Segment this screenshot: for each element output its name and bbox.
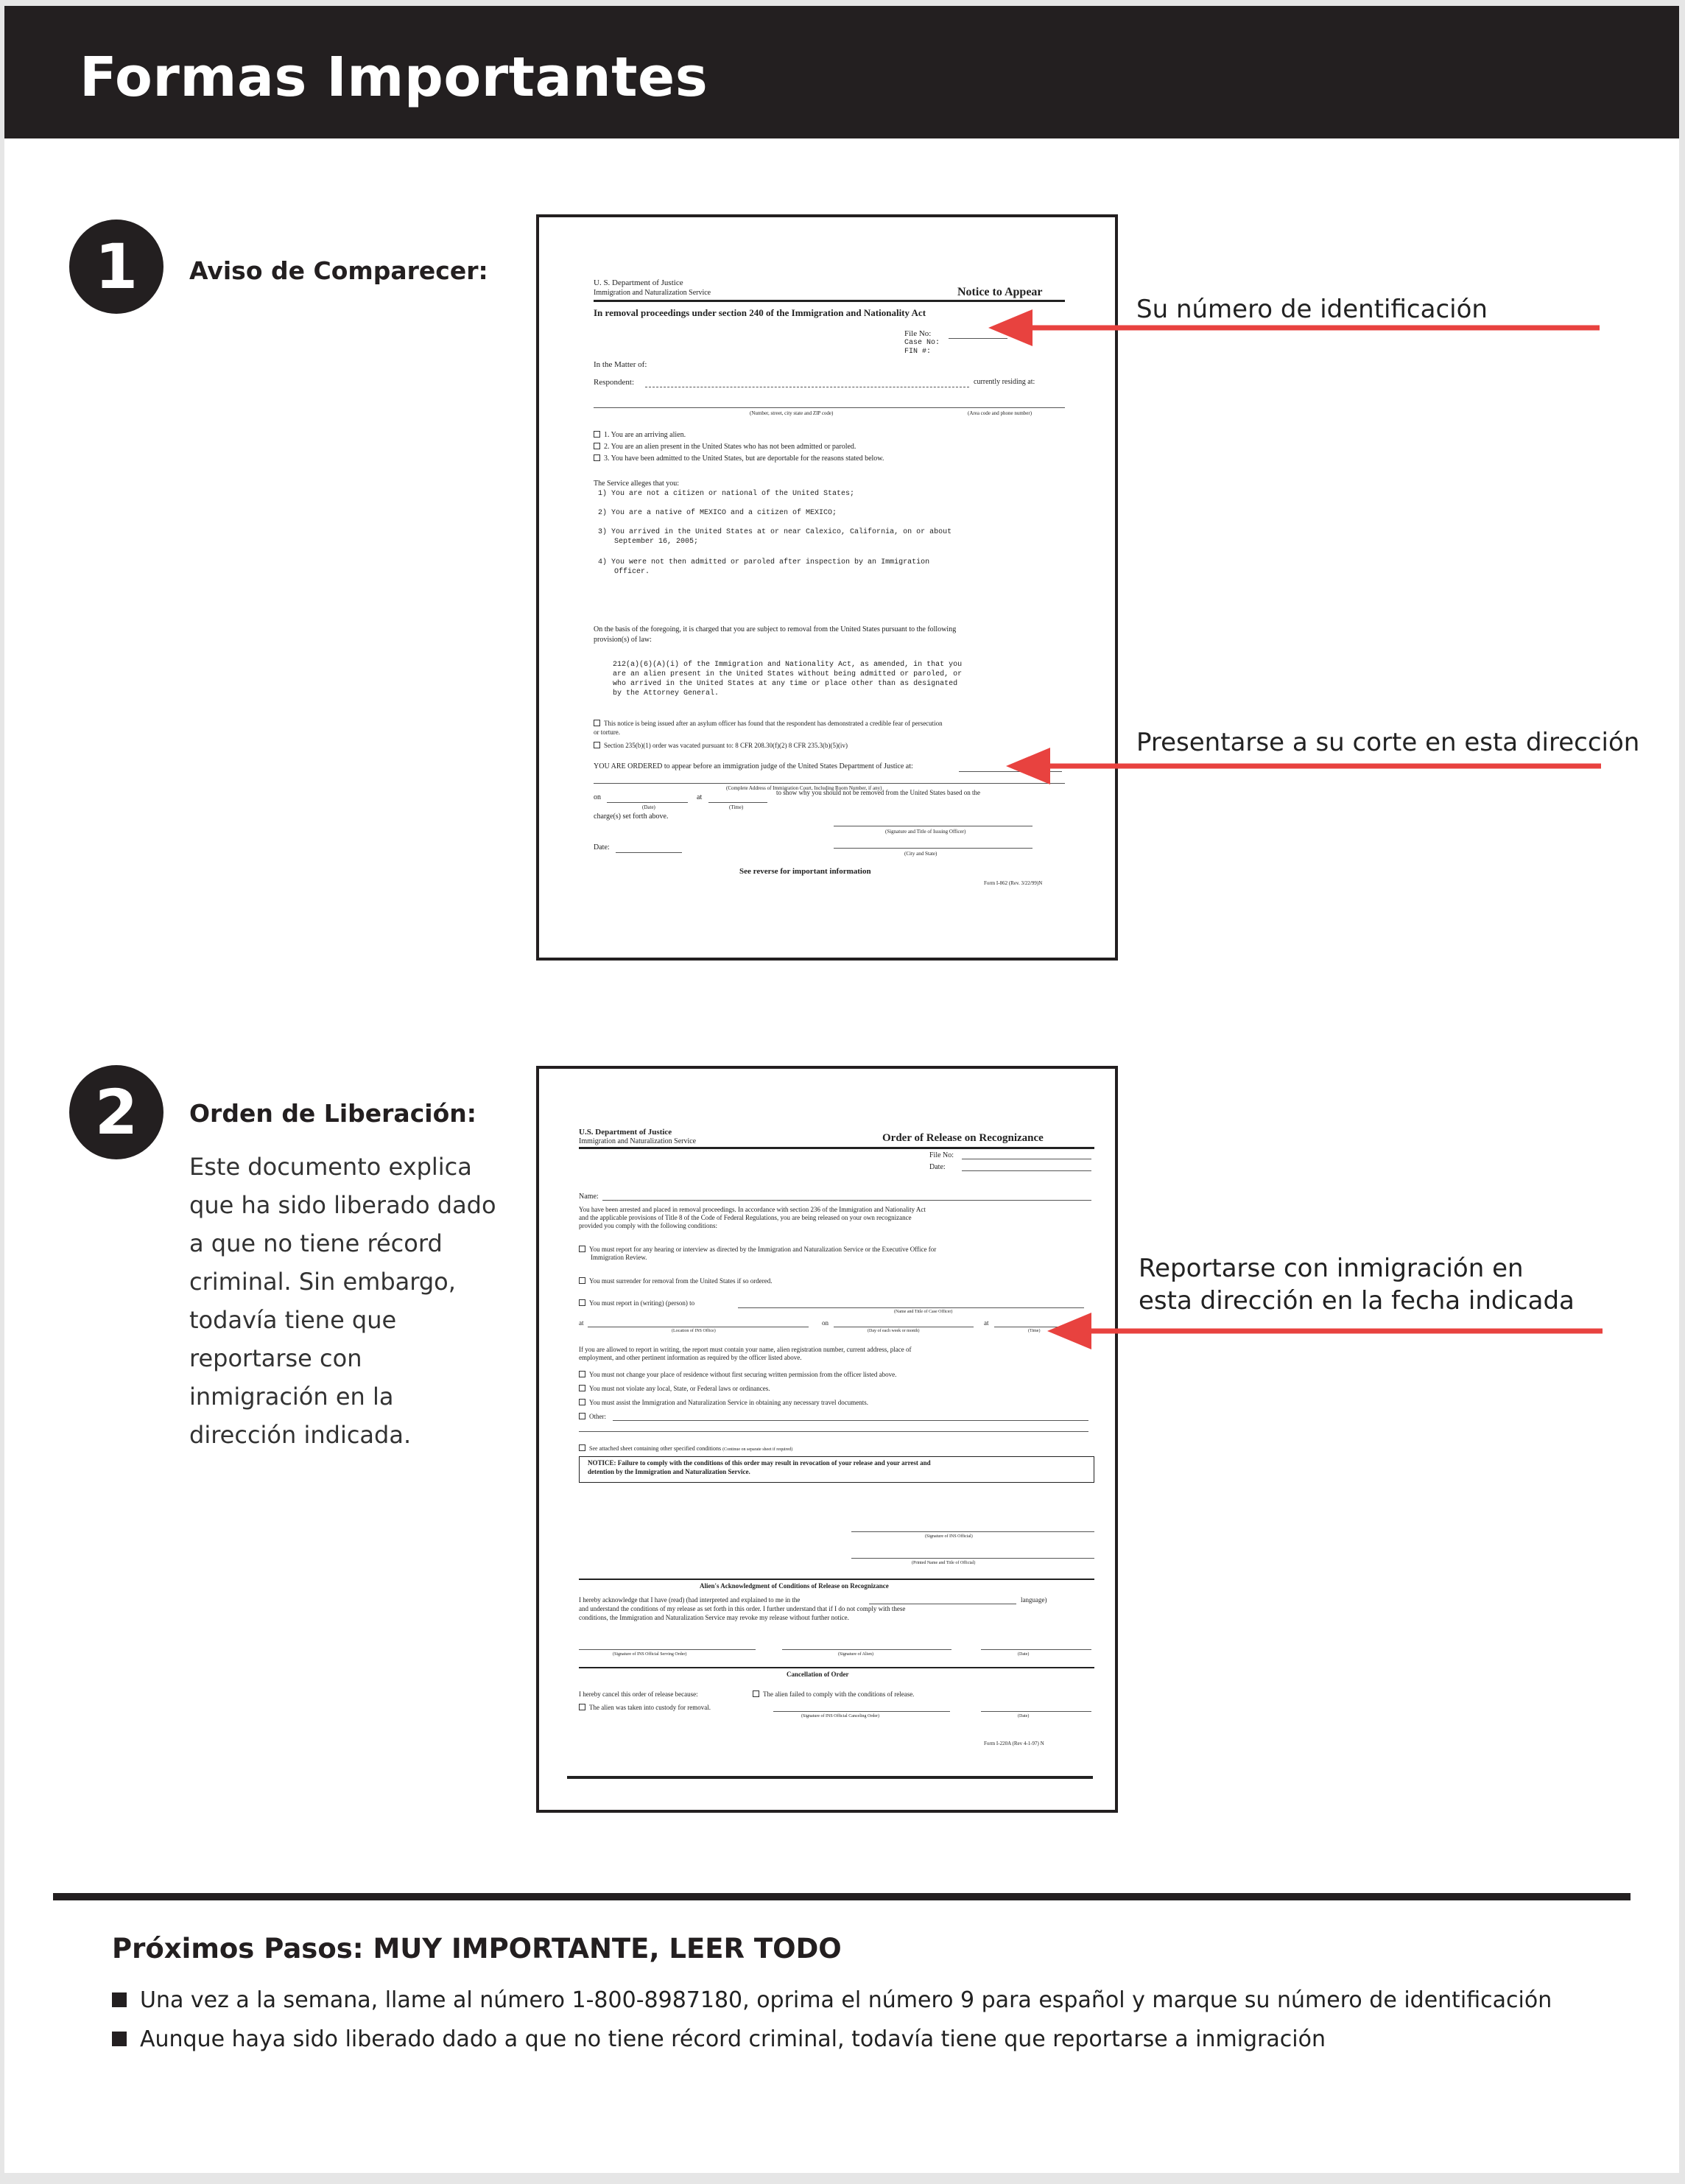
allegation-4b: Officer.	[614, 568, 650, 576]
check-1: 1. You are an arriving alien.	[594, 431, 686, 439]
basis-b: provision(s) of law:	[594, 636, 652, 644]
form-proceedings: In removal proceedings under section 240 of the Immigration and Nationality Act	[594, 307, 926, 318]
charge-c: who arrived in the United States at any time or place other than as designated	[613, 680, 958, 688]
allegation-4a: 4) You were not then admitted or paroled after inspection by an Immigration	[598, 558, 930, 566]
form2-agency-sub: Immigration and Naturalization Service	[579, 1137, 697, 1145]
arrow-court-head	[1006, 748, 1050, 784]
bullet-square-icon	[112, 1992, 127, 2007]
day-caption: (Day of each week or month)	[868, 1329, 920, 1333]
cond-4: You must not change your place of residence without first securing written permission from the officer listed above.	[579, 1371, 896, 1378]
case-no-label: Case No:	[904, 339, 940, 347]
cancel-a: I hereby cancel this order of release because:	[579, 1690, 698, 1698]
check-2: 2. You are an alien present in the United States who has not been admitted or paroled.	[594, 443, 856, 451]
bullet-square-icon	[112, 2032, 127, 2046]
cond-2: You must surrender for removal from the United States if so ordered.	[579, 1277, 773, 1285]
at-label: at	[697, 793, 703, 801]
annotation-report-address: Reportarse con inmigración en esta dirección en la fecha indicada	[1139, 1254, 1575, 1316]
basis-a: On the basis of the foregoing, it is charged that you are subject to removal from the United States pursuant to the following	[594, 625, 957, 633]
cond-1a: You must report for any hearing or interview as directed by the Immigration and Naturalization Service or the Executive Office for	[579, 1246, 936, 1253]
sig-serving: (Signature of INS Official Serving Order)	[613, 1652, 687, 1657]
page-title: Formas Importantes	[80, 46, 708, 109]
cond-6: You must assist the Immigration and Naturalization Service in obtaining any necessary travel documents.	[579, 1399, 868, 1406]
city-caption: (City and State)	[904, 851, 938, 857]
ack-title: Alien's Acknowledgment of Conditions of Release on Recognizance	[700, 1582, 889, 1590]
form2-date-caption: (Date)	[1018, 1652, 1030, 1657]
cancel-title: Cancellation of Order	[787, 1671, 849, 1678]
ack-lang: language)	[1021, 1596, 1047, 1604]
allegation-2: 2) You are a native of MEXICO and a citizen of MEXICO;	[598, 509, 837, 517]
show-why: to show why you should not be removed from the United States based on the	[776, 789, 980, 796]
next-step-item: Una vez a la semana, llame al número 1-800-8987180, oprima el número 9 para español y marque su número de identificación	[112, 1987, 1552, 2013]
location-caption: (Location of INS Office)	[672, 1329, 716, 1333]
charge-a: 212(a)(6)(A)(i) of the Immigration and Nationality Act, as amended, in that you	[613, 661, 963, 669]
form-agency: U. S. Department of Justice	[594, 278, 683, 287]
allegation-3a: 3) You arrived in the United States at or near Calexico, California, on or about	[598, 528, 952, 536]
annotation-arrows	[4, 6, 1679, 2173]
arrow-report-head	[1047, 1313, 1091, 1349]
form2-on: on	[822, 1319, 829, 1327]
charge-d: by the Attorney General.	[613, 689, 720, 698]
sig-official: (Signature of INS Official)	[925, 1534, 973, 1539]
fin-no-label: FIN #:	[904, 348, 932, 356]
cond-3: You must report in (writing) (person) to	[579, 1299, 694, 1307]
form-agency-sub: Immigration and Naturalization Service	[594, 289, 711, 297]
cond-1b: Immigration Review.	[591, 1254, 647, 1261]
form2-name: Name:	[579, 1193, 599, 1201]
form2-time-caption: (Time)	[1028, 1329, 1041, 1333]
form2-file-no: File No:	[929, 1151, 954, 1159]
court-caption: (Complete Address of Immigration Court, Including Room Number, if any)	[726, 785, 882, 791]
cond-5: You must not violate any local, State, or Federal laws or ordinances.	[579, 1385, 770, 1392]
form2-number: Form I-220A (Rev 4-1-97) N	[984, 1741, 1044, 1746]
form2-date: Date:	[929, 1163, 946, 1171]
phone-caption: (Area code and phone number)	[968, 410, 1033, 416]
intro-c: provided you comply with the following conditions:	[579, 1222, 717, 1229]
form2-at: at	[579, 1319, 584, 1327]
arrow-id-head	[988, 309, 1033, 346]
form2-title: Order of Release on Recognizance	[882, 1132, 1044, 1144]
check-3: 3. You have been admitted to the United States, but are deportable for the reasons stated below.	[594, 454, 884, 463]
intro-b: and the applicable provisions of Title 8 of the Code of Federal Regulations, you are being released on your own recognizance	[579, 1214, 912, 1221]
charges-set: charge(s) set forth above.	[594, 812, 669, 821]
step-1-badge: 1	[69, 220, 163, 314]
respondent-label: Respondent:	[594, 378, 634, 387]
cancel-b: The alien was taken into custody for removal.	[579, 1704, 711, 1711]
form2-at-2: at	[984, 1319, 989, 1327]
allowed-a: If you are allowed to report in writing, the report must contain your name, alien registration number, current address, place of	[579, 1346, 912, 1353]
time-caption: (Time)	[729, 804, 744, 810]
notice-a: NOTICE: Failure to comply with the conditions of this order may result in revocation of your release and your arrest and	[588, 1459, 931, 1467]
cancel-date-caption: (Date)	[1018, 1714, 1030, 1718]
section-2-title: Orden de Liberación:	[189, 1099, 476, 1128]
cond-other: Other:	[579, 1413, 606, 1420]
ack-b: and understand the conditions of my release as set forth in this order. I further understand that if I do not comply with these	[579, 1605, 906, 1612]
allegation-3b: September 16, 2005;	[614, 538, 699, 546]
attached-sheet: See attached sheet containing other specified conditions (Continue on separate sheet if required)	[579, 1444, 792, 1452]
alleges: The Service alleges that you:	[594, 480, 680, 488]
address-caption: (Number, street, city state and ZIP code)	[750, 410, 834, 416]
charge-b: are an alien present in the United States without being admitted or paroled, or	[613, 670, 963, 678]
allegation-1: 1) You are not a citizen or national of the United States;	[598, 490, 855, 498]
file-no-label: File No:	[904, 329, 932, 338]
intro-a: You have been arrested and placed in removal proceedings. In accordance with section 236 of the Immigration and Nationality Act	[579, 1206, 926, 1213]
next-step-item: Aunque haya sido liberado dado a que no tiene récord criminal, todavía tiene que reportarse a inmigración	[112, 2026, 1326, 2052]
on-label: on	[594, 793, 601, 801]
sig-alien: (Signature of Alien)	[838, 1652, 873, 1657]
allowed-b: employment, and other pertinent information as required by the officer listed above.	[579, 1354, 802, 1361]
date-label: Date:	[594, 843, 610, 852]
section-235: Section 235(b)(1) order was vacated pursuant to: 8 CFR 208.30(f)(2) 8 CFR 235.3(b)(5)(iv)	[594, 742, 848, 749]
next-steps-title: Próximos Pasos: MUY IMPORTANTE, LEER TODO	[112, 1933, 842, 1964]
sig-caption: (Signature and Title of Issuing Officer)	[885, 829, 966, 835]
section-1-title: Aviso de Comparecer:	[189, 256, 488, 285]
notice-b: detention by the Immigration and Naturalization Service.	[588, 1468, 750, 1475]
residing-label: currently residing at:	[974, 378, 1035, 386]
form-title: Notice to Appear	[957, 286, 1043, 298]
form2-agency: U.S. Department of Justice	[579, 1128, 672, 1137]
see-reverse: See reverse for important information	[739, 867, 871, 876]
printed-name: (Printed Name and Title of Official)	[912, 1561, 976, 1565]
matter-of: In the Matter of:	[594, 360, 647, 369]
date-caption: (Date)	[642, 804, 655, 810]
annotation-court-address: Presentarse a su corte en esta dirección	[1136, 728, 1640, 757]
ack-c: conditions, the Immigration and Naturalization Service may revoke my release without further notice.	[579, 1614, 849, 1621]
cancel-failed: The alien failed to comply with the conditions of release.	[753, 1690, 914, 1698]
annotation-id-number: Su número de identificación	[1136, 295, 1488, 324]
step-2-badge: 2	[69, 1065, 163, 1159]
officer-caption: (Name and Title of Case Officer)	[894, 1310, 953, 1314]
ordered-text: YOU ARE ORDERED to appear before an immigration judge of the United States Department of Justice at:	[594, 762, 913, 770]
asylum-b: or torture.	[594, 728, 620, 736]
form-number: Form I-862 (Rev. 3/22/99)N	[984, 880, 1043, 886]
ack-a: I hereby acknowledge that I have (read) (had interpreted and explained to me in the	[579, 1596, 801, 1604]
divider-rule	[53, 1893, 1631, 1900]
asylum-a: This notice is being issued after an asylum officer has found that the respondent has demonstrated a credible fear of persecution	[594, 720, 943, 727]
section-2-description: Este documento explica que ha sido liberado dado a que no tiene récord criminal. Sin embargo, todavía tiene que reportarse con inmigración en la dirección indicada.	[189, 1153, 496, 1449]
page	[4, 6, 1679, 2173]
sig-cancel: (Signature of INS Official Canceling Order)	[801, 1714, 880, 1718]
